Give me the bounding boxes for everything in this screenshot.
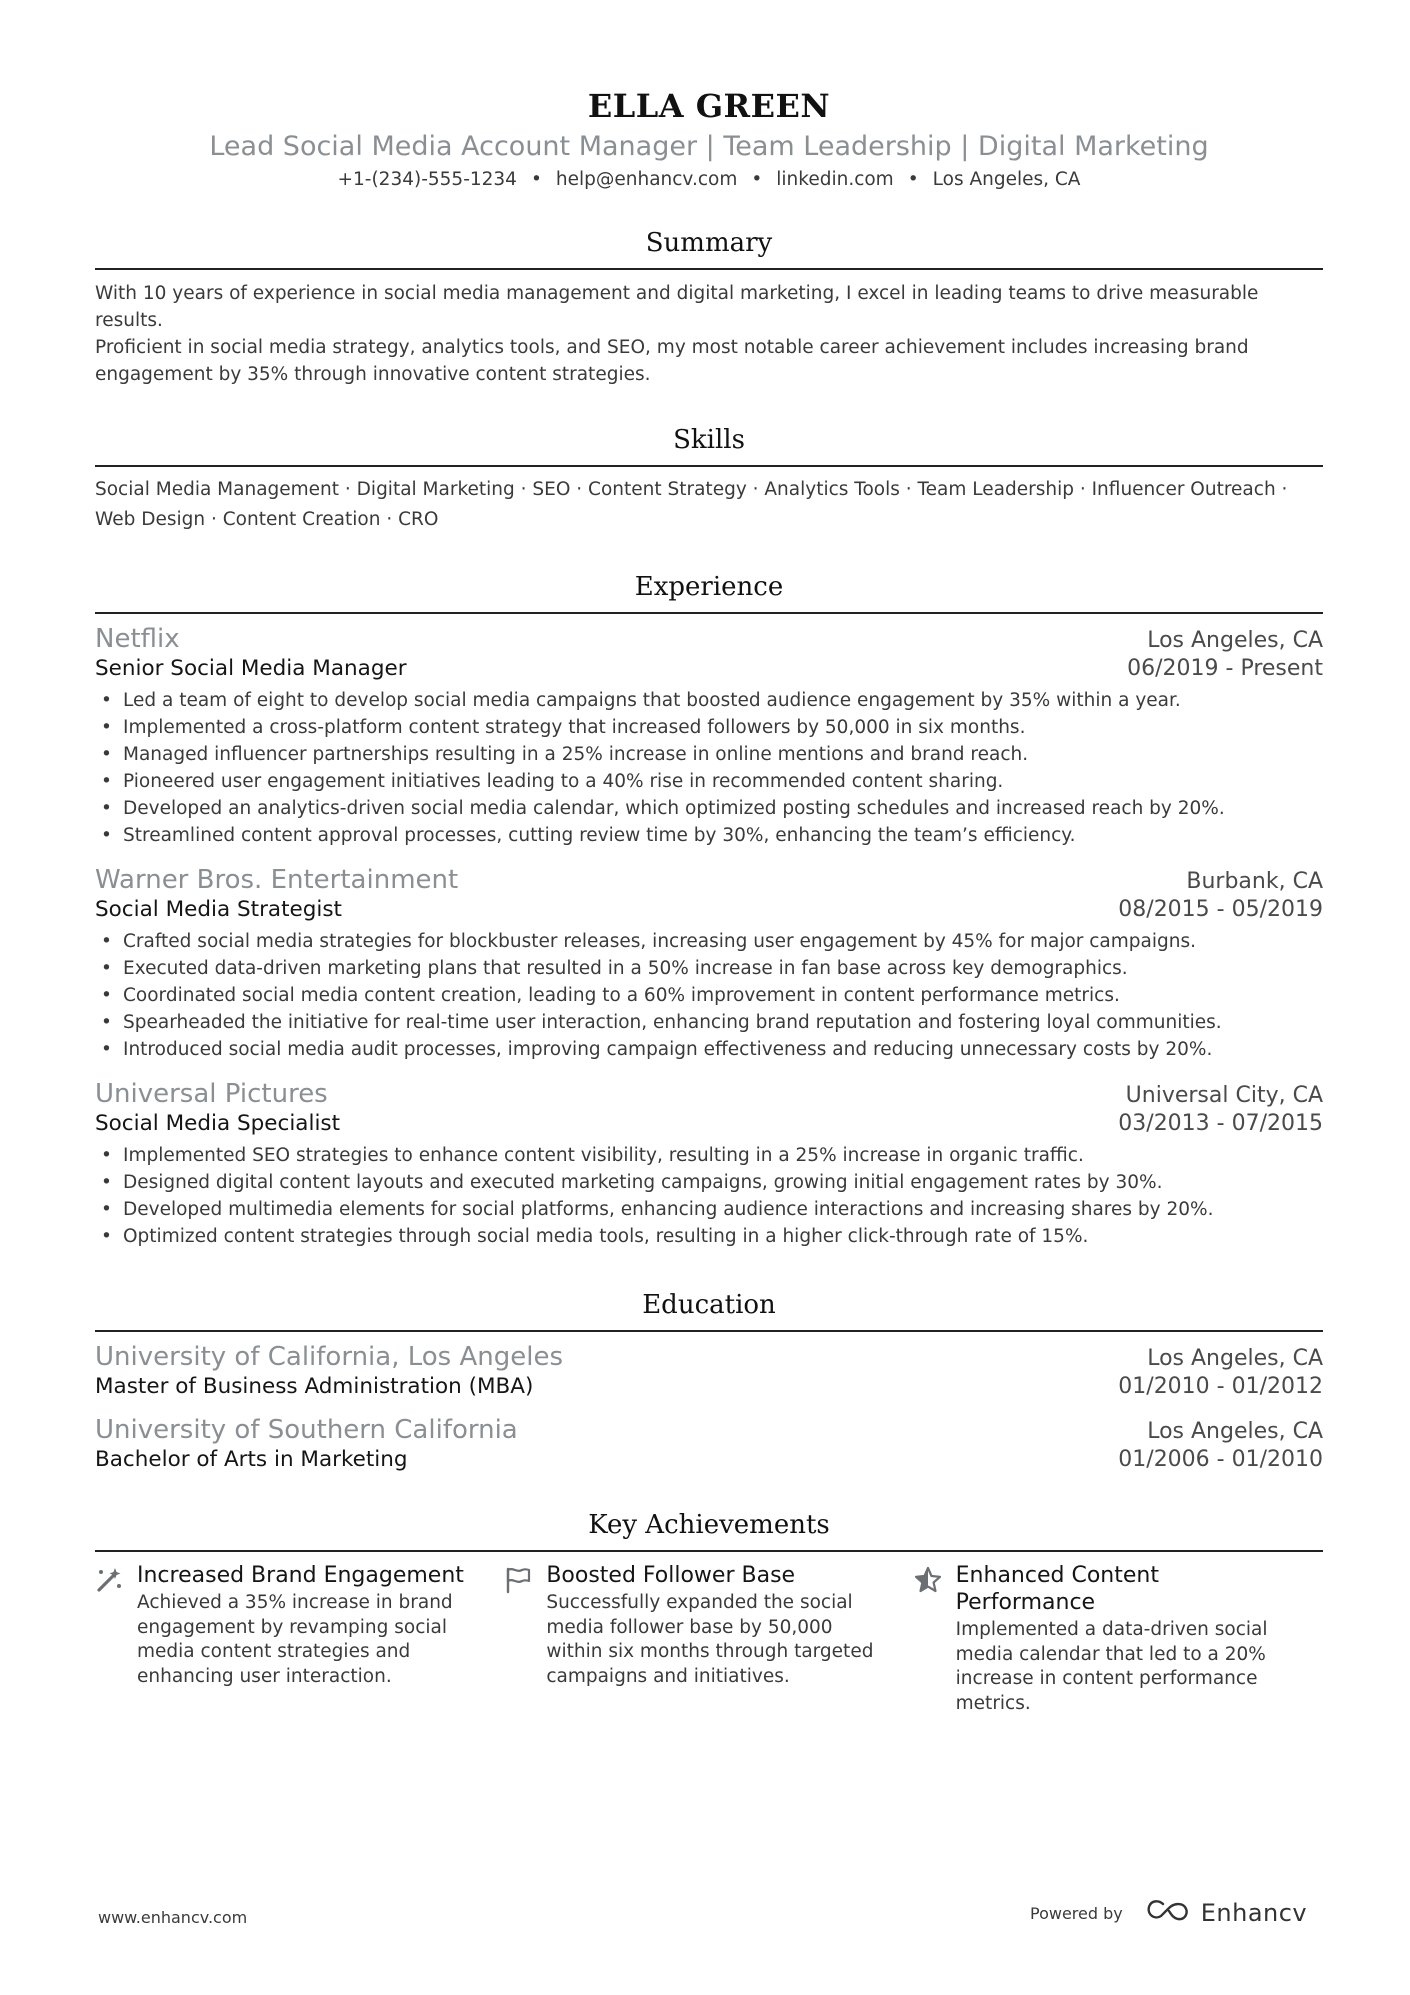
- summary-section: [95, 226, 1323, 388]
- section-divider: [95, 1550, 1323, 1552]
- education-dates: 01/2010 - 01/2012: [1118, 1374, 1323, 1399]
- location: Los Angeles, CA: [932, 169, 1081, 190]
- job-bullet: • Implemented a cross-platform content strategy that increased followers by 50,000 in six months.: [95, 714, 1323, 741]
- degree: Master of Business Administration (MBA): [95, 1374, 534, 1399]
- achievement-title: Increased Brand Engagement: [137, 1563, 464, 1588]
- description-line: within six months through targeted: [546, 1641, 874, 1662]
- skills-section: [95, 423, 1323, 535]
- job-bullet: • Optimized content strategies through social media tools, resulting in a higher click-through rate of 15%.: [95, 1223, 1323, 1250]
- education-entry: [95, 1342, 1323, 1399]
- job-bullet: • Streamlined content approval processes, cutting review time by 30%, enhancing the team’s efficiency.: [95, 822, 1323, 849]
- job-bullet: • Pioneered user engagement initiatives leading to a 40% rise in recommended content sharing.: [95, 768, 1323, 795]
- education-dates: 01/2006 - 01/2010: [1118, 1447, 1323, 1472]
- candidate-name: ELLA GREEN: [587, 87, 831, 125]
- job-title: Social Media Strategist: [95, 897, 342, 922]
- job-title: Social Media Specialist: [95, 1111, 341, 1136]
- summary-line: Proficient in social media strategy, analytics tools, and SEO, my most notable career achievement includes increasing brand: [95, 337, 1249, 358]
- job-dates: 08/2015 - 05/2019: [1118, 897, 1323, 922]
- section-divider: [95, 268, 1323, 270]
- star-icon: [914, 1562, 956, 1716]
- section-title-skills: Skills: [673, 425, 745, 455]
- description-line: Implemented a data-driven social: [955, 1619, 1268, 1640]
- job-title: Senior Social Media Manager: [95, 656, 407, 681]
- job-bullet: • Introduced social media audit processes, improving campaign effectiveness and reducing unnecessary costs by 20%.: [95, 1036, 1323, 1063]
- job-bullets: [95, 928, 1323, 1063]
- linkedin: linkedin.com: [776, 169, 894, 190]
- job-dates: 03/2013 - 07/2015: [1118, 1111, 1323, 1136]
- description-line: media content strategies and: [137, 1641, 411, 1662]
- resume-page: [95, 0, 1323, 1716]
- job-location: Burbank, CA: [1186, 869, 1323, 894]
- achievement-description: [956, 1618, 1268, 1716]
- job-dates: 06/2019 - Present: [1127, 656, 1323, 681]
- description-line: engagement by revamping social: [137, 1616, 448, 1638]
- section-divider: [95, 1330, 1323, 1332]
- company-name: Universal Pictures: [95, 1079, 328, 1109]
- job-bullet: • Developed multimedia elements for social platforms, enhancing audience interactions and increasing shares by 20%.: [95, 1196, 1323, 1223]
- summary-line: engagement by 35% through innovative content strategies.: [95, 364, 651, 385]
- headline: Lead Social Media Account Manager | Team Leadership | Digital Marketing: [209, 131, 1209, 162]
- separator-dot: •: [907, 169, 919, 190]
- description-line: campaigns and initiatives.: [546, 1665, 790, 1687]
- title-line: Performance: [955, 1590, 1096, 1615]
- achievement-description: [137, 1591, 464, 1689]
- email: help@enhancv.com: [555, 169, 738, 190]
- job-bullets: [95, 1142, 1323, 1250]
- achievement-title: Boosted Follower Base: [546, 1563, 796, 1588]
- footer-website-link[interactable]: www.enhancv.com: [98, 1908, 248, 1927]
- magic-wand-icon: [95, 1562, 137, 1716]
- summary-line: With 10 years of experience in social media management and digital marketing, I excel in leading teams to drive measurable results.: [95, 283, 1259, 331]
- achievements-section: [95, 1508, 1323, 1716]
- education-entry: [95, 1415, 1323, 1472]
- job-bullets: [95, 687, 1323, 849]
- phone: +1-(234)-555-1234: [337, 169, 517, 190]
- experience-section: [95, 570, 1323, 1250]
- section-title-achievements: Key Achievements: [588, 1510, 830, 1540]
- flag-icon: [504, 1562, 546, 1716]
- job-location: Los Angeles, CA: [1147, 628, 1323, 653]
- footer-branding[interactable]: [1030, 1898, 1307, 1928]
- section-divider: [95, 612, 1323, 614]
- school-name: University of Southern California: [95, 1415, 518, 1445]
- achievement-item: [95, 1562, 504, 1716]
- company-name: Netflix: [95, 624, 180, 654]
- achievement-item: [504, 1562, 913, 1716]
- powered-by-label: Powered by: [1030, 1903, 1123, 1923]
- job-bullet: • Executed data-driven marketing plans that resulted in a 50% increase in fan base across key demographics.: [95, 955, 1323, 982]
- separator-dot: •: [530, 169, 542, 190]
- school-location: Los Angeles, CA: [1147, 1419, 1323, 1444]
- section-title-summary: Summary: [645, 228, 773, 258]
- job-bullet: • Spearheaded the initiative for real-time user interaction, enhancing brand reputation and fostering loyal communities.: [95, 1009, 1323, 1036]
- job-bullet: • Developed an analytics-driven social media calendar, which optimized posting schedules and increased reach by 20%.: [95, 795, 1323, 822]
- job-entry: [95, 624, 1323, 849]
- job-bullet: • Implemented SEO strategies to enhance content visibility, resulting in a 25% increase in organic traffic.: [95, 1142, 1323, 1169]
- skills-line: Web Design · Content Creation · CRO: [95, 509, 439, 530]
- description-line: metrics.: [955, 1692, 1031, 1714]
- job-bullet: • Coordinated social media content creation, leading to a 60% improvement in content performance metrics.: [95, 982, 1323, 1009]
- separator-dot: •: [751, 169, 763, 190]
- description-line: increase in content performance: [955, 1668, 1258, 1689]
- description-line: Achieved a 35% increase in brand: [137, 1592, 453, 1613]
- description-line: Successfully expanded the social: [546, 1592, 853, 1613]
- description-line: enhancing user interaction.: [137, 1665, 392, 1687]
- description-line: media calendar that led to a 20%: [955, 1643, 1266, 1665]
- brand-name: Enhancv: [1200, 1899, 1308, 1927]
- achievement-title: [956, 1562, 1268, 1616]
- contact-line: [95, 166, 1323, 194]
- section-title-experience: Experience: [634, 572, 784, 602]
- education-section: [95, 1288, 1323, 1472]
- job-bullet: • Crafted social media strategies for blockbuster releases, increasing user engagement by 45% for major campaigns.: [95, 928, 1323, 955]
- skills-list: [95, 475, 1323, 535]
- company-name: Warner Bros. Entertainment: [95, 865, 459, 895]
- enhancv-logo-icon: [1145, 1898, 1193, 1928]
- job-bullet: • Led a team of eight to develop social media campaigns that boosted audience engagement by 35% within a year.: [95, 687, 1323, 714]
- achievements-grid: [95, 1562, 1323, 1716]
- school-name: University of California, Los Angeles: [95, 1342, 564, 1372]
- section-title-education: Education: [642, 1290, 776, 1320]
- job-entry: [95, 1079, 1323, 1250]
- summary-text: [95, 280, 1323, 388]
- section-divider: [95, 465, 1323, 467]
- job-location: Universal City, CA: [1125, 1083, 1323, 1108]
- degree: Bachelor of Arts in Marketing: [95, 1447, 408, 1472]
- job-bullet: • Designed digital content layouts and executed marketing campaigns, growing initial engagement rates by 30%.: [95, 1169, 1323, 1196]
- achievement-description: [546, 1591, 873, 1689]
- job-bullet: • Managed influencer partnerships resulting in a 25% increase in online mentions and brand reach.: [95, 741, 1323, 768]
- job-entry: [95, 865, 1323, 1063]
- achievement-item: [914, 1562, 1323, 1716]
- description-line: media follower base by 50,000: [546, 1616, 833, 1638]
- skills-line: Social Media Management · Digital Marketing · SEO · Content Strategy · Analytics Tools · Team Leadership · Influencer Outreach ·: [95, 479, 1288, 500]
- title-line: Enhanced Content: [955, 1563, 1159, 1588]
- school-location: Los Angeles, CA: [1147, 1346, 1323, 1371]
